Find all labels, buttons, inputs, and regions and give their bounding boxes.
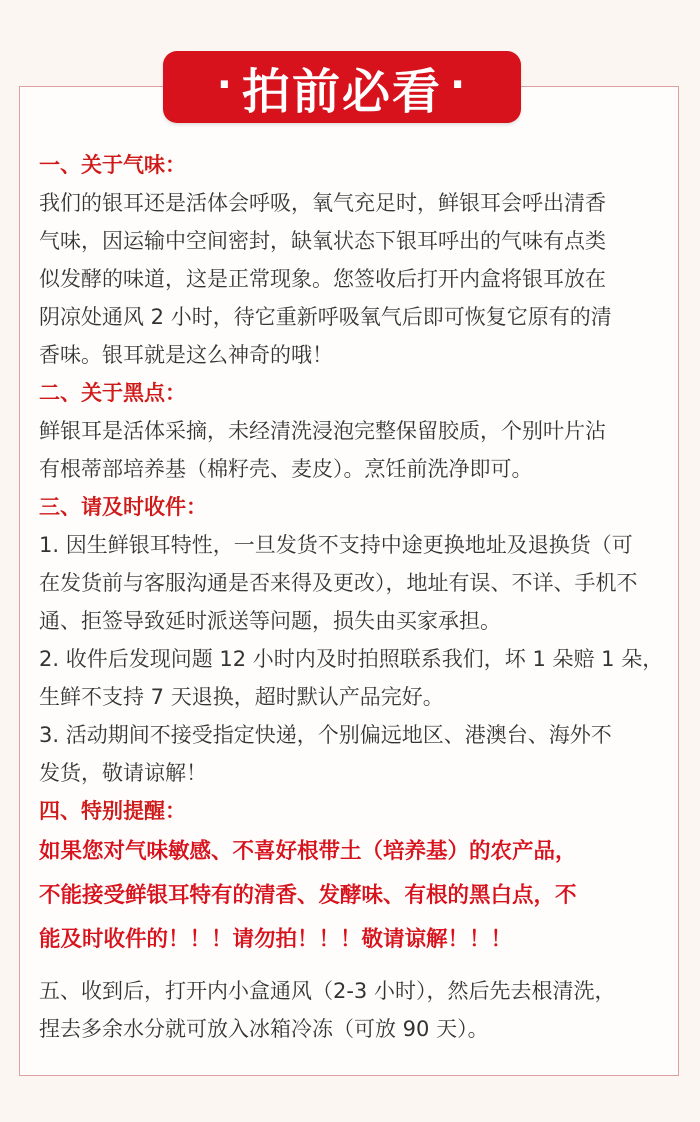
body-line: 捏去多余水分就可放入冰箱冷冻（可放 90 天）。 (39, 1017, 489, 1041)
section-heading-black-spots: 二、关于黑点： (39, 381, 186, 405)
body-line: 生鲜不支持 7 天退换，超时默认产品完好。 (39, 685, 444, 709)
body-line: 发货，敬请谅解！ (39, 761, 207, 785)
page-title: 拍前必看 (241, 63, 442, 120)
section-heading-smell: 一、关于气味： (39, 153, 186, 177)
body-line: 阴凉处通风 2 小时，待它重新呼吸氧气后即可恢复它原有的清 (39, 305, 612, 329)
title-dot-right: · (450, 62, 468, 108)
section-heading-receive: 三、请及时收件： (39, 495, 207, 519)
body-line: 在发货前与客服沟通是否来得及更改），地址有误、不详、手机不 (39, 571, 638, 595)
body-line: 1. 因生鲜银耳特性，一旦发货不支持中途更换地址及退换货（可 (39, 533, 633, 557)
title-banner (163, 51, 521, 123)
body-line: 似发酵的味道，这是正常现象。您签收后打开内盒将银耳放在 (39, 267, 606, 291)
body-line: 香味。银耳就是这么神奇的哦！ (39, 343, 333, 367)
body-line: 气味，因运输中空间密封，缺氧状态下银耳呼出的气味有点类 (39, 229, 606, 253)
body-line: 3. 活动期间不接受指定快递，个别偏远地区、港澳台、海外不 (39, 723, 612, 747)
body-line: 我们的银耳还是活体会呼吸，氧气充足时，鲜银耳会呼出清香 (39, 191, 606, 215)
body-line: 五、收到后，打开内小盒通风（2-3 小时），然后先去根清洗， (39, 979, 616, 1003)
body-line: 鲜银耳是活体采摘，未经清洗浸泡完整保留胶质，个别叶片沾 (39, 419, 606, 443)
body-line: 有根蒂部培养基（棉籽壳、麦皮）。烹饪前洗净即可。 (39, 457, 533, 481)
body-line: 2. 收件后发现问题 12 小时内及时拍照联系我们，坏 1 朵赔 1 朵， (39, 647, 664, 671)
alert-line: 不能接受鲜银耳特有的清香、发酵味、有根的黑白点，不 (39, 883, 577, 908)
body-line: 通、拒签导致延时派送等问题，损失由买家承担。 (39, 609, 501, 633)
alert-line: 如果您对气味敏感、不喜好根带土（培养基）的农产品， (39, 839, 577, 864)
title-dot-left: · (216, 62, 234, 108)
section-heading-special-reminder: 四、特别提醒： (39, 799, 186, 823)
alert-line: 能及时收件的！！！请勿拍！！！敬请谅解！！！ (39, 927, 513, 952)
notice-content (39, 146, 669, 1048)
